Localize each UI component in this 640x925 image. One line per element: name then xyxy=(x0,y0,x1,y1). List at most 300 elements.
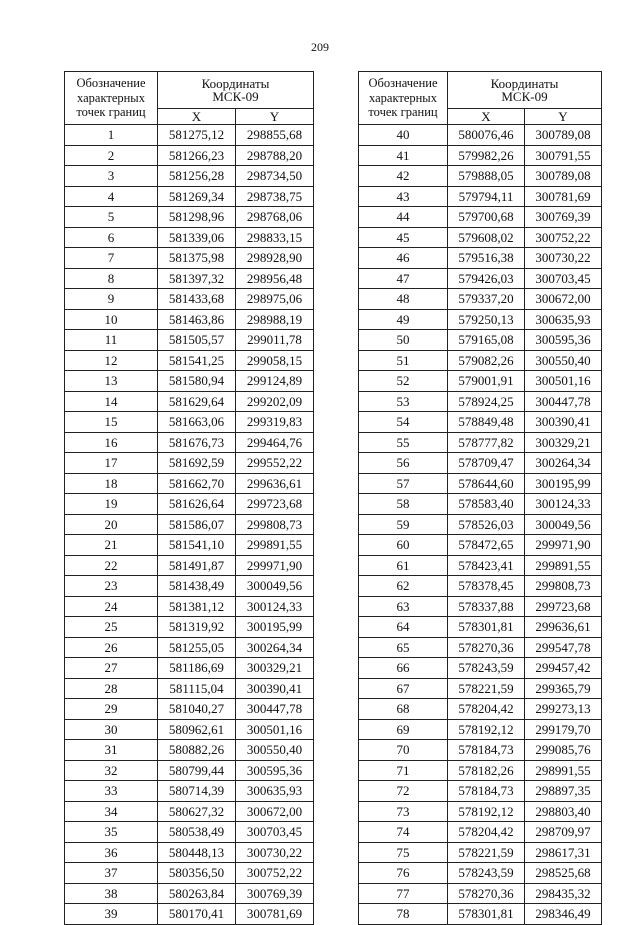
table-row xyxy=(65,514,314,535)
coordinate-x: 578337,88 xyxy=(448,596,525,617)
point-number: 48 xyxy=(359,289,448,310)
coordinate-y: 300049,56 xyxy=(525,514,602,535)
point-number: 12 xyxy=(65,350,158,371)
coordinate-y: 300781,69 xyxy=(236,904,314,925)
coordinate-y: 300703,45 xyxy=(525,268,602,289)
coordinate-y: 298435,32 xyxy=(525,883,602,904)
coordinate-x: 581375,98 xyxy=(158,248,236,269)
table-row xyxy=(65,596,314,617)
coordinate-x: 581255,05 xyxy=(158,637,236,658)
coordinate-x: 581298,96 xyxy=(158,207,236,228)
coordinates-table-right xyxy=(358,71,602,925)
coordinate-x: 578184,73 xyxy=(448,781,525,802)
point-number: 40 xyxy=(359,125,448,146)
point-number: 68 xyxy=(359,699,448,720)
coordinate-x: 578192,12 xyxy=(448,801,525,822)
coordinate-x: 580356,50 xyxy=(158,863,236,884)
coordinate-x: 578221,59 xyxy=(448,842,525,863)
table-row xyxy=(65,678,314,699)
table-row xyxy=(359,760,602,781)
point-number: 2 xyxy=(65,145,158,166)
table-row xyxy=(65,576,314,597)
coordinate-x: 578378,45 xyxy=(448,576,525,597)
coordinate-x: 578243,59 xyxy=(448,658,525,679)
point-number: 64 xyxy=(359,617,448,638)
coordinate-y: 298897,35 xyxy=(525,781,602,802)
point-number: 55 xyxy=(359,432,448,453)
coordinate-y: 298788,20 xyxy=(236,145,314,166)
coordinate-y: 300550,40 xyxy=(236,740,314,761)
table-row xyxy=(65,494,314,515)
coordinate-y: 300730,22 xyxy=(236,842,314,863)
table-row xyxy=(359,391,602,412)
table-row xyxy=(359,330,602,351)
coordinate-y: 300595,36 xyxy=(525,330,602,351)
coordinate-x: 581491,87 xyxy=(158,555,236,576)
table-row xyxy=(65,166,314,187)
table-row xyxy=(359,617,602,638)
coordinate-y: 298991,55 xyxy=(525,760,602,781)
table-row xyxy=(359,186,602,207)
point-number: 75 xyxy=(359,842,448,863)
coordinate-x: 580263,84 xyxy=(158,883,236,904)
coordinate-x: 580962,61 xyxy=(158,719,236,740)
coordinate-x: 580538,49 xyxy=(158,822,236,843)
point-number: 37 xyxy=(65,863,158,884)
point-number: 5 xyxy=(65,207,158,228)
point-number: 17 xyxy=(65,453,158,474)
table-row xyxy=(65,740,314,761)
coordinate-y: 300635,93 xyxy=(525,309,602,330)
coordinate-y: 300550,40 xyxy=(525,350,602,371)
point-number: 11 xyxy=(65,330,158,351)
coordinate-y: 299552,22 xyxy=(236,453,314,474)
table-row xyxy=(65,658,314,679)
table-row xyxy=(359,535,602,556)
coordinate-x: 580627,32 xyxy=(158,801,236,822)
point-number: 23 xyxy=(65,576,158,597)
point-number: 32 xyxy=(65,760,158,781)
coordinate-x: 581438,49 xyxy=(158,576,236,597)
point-number: 4 xyxy=(65,186,158,207)
coordinate-y: 299636,61 xyxy=(525,617,602,638)
point-number: 26 xyxy=(65,637,158,658)
point-number: 54 xyxy=(359,412,448,433)
point-number: 42 xyxy=(359,166,448,187)
coordinate-x: 578709,47 xyxy=(448,453,525,474)
point-number: 63 xyxy=(359,596,448,617)
point-number: 70 xyxy=(359,740,448,761)
table-row xyxy=(65,473,314,494)
point-number: 61 xyxy=(359,555,448,576)
table-row xyxy=(359,412,602,433)
coordinate-y: 298525,68 xyxy=(525,863,602,884)
table-row xyxy=(359,781,602,802)
table-row xyxy=(359,453,602,474)
point-number: 15 xyxy=(65,412,158,433)
coordinate-x: 580448,13 xyxy=(158,842,236,863)
coordinate-y: 300791,55 xyxy=(525,145,602,166)
coordinate-y: 299971,90 xyxy=(525,535,602,556)
table-row xyxy=(65,289,314,310)
point-number: 33 xyxy=(65,781,158,802)
coordinate-x: 581381,12 xyxy=(158,596,236,617)
coordinate-x: 579337,20 xyxy=(448,289,525,310)
point-number: 65 xyxy=(359,637,448,658)
header-point-designation: Обозначение характерных точек границ xyxy=(65,72,158,125)
table-row xyxy=(65,145,314,166)
point-number: 21 xyxy=(65,535,158,556)
table-row xyxy=(65,699,314,720)
table-row xyxy=(359,289,602,310)
coordinate-y: 299971,90 xyxy=(236,555,314,576)
coordinate-y: 298855,68 xyxy=(236,125,314,146)
table-row xyxy=(359,719,602,740)
coordinate-y: 300124,33 xyxy=(525,494,602,515)
point-number: 72 xyxy=(359,781,448,802)
point-number: 60 xyxy=(359,535,448,556)
coordinate-y: 299723,68 xyxy=(236,494,314,515)
point-number: 38 xyxy=(65,883,158,904)
point-number: 24 xyxy=(65,596,158,617)
coordinate-x: 581662,70 xyxy=(158,473,236,494)
coordinate-x: 580170,41 xyxy=(158,904,236,925)
table-row xyxy=(65,268,314,289)
coordinate-x: 581692,59 xyxy=(158,453,236,474)
table-row xyxy=(65,227,314,248)
coordinate-y: 300769,39 xyxy=(236,883,314,904)
table-row xyxy=(65,309,314,330)
point-number: 58 xyxy=(359,494,448,515)
point-number: 9 xyxy=(65,289,158,310)
coordinate-y: 298617,31 xyxy=(525,842,602,863)
point-number: 50 xyxy=(359,330,448,351)
table-row xyxy=(65,883,314,904)
point-number: 39 xyxy=(65,904,158,925)
coordinate-x: 581319,92 xyxy=(158,617,236,638)
coordinate-y: 299891,55 xyxy=(236,535,314,556)
coordinate-x: 578270,36 xyxy=(448,637,525,658)
coordinate-y: 300769,39 xyxy=(525,207,602,228)
coordinate-x: 581186,69 xyxy=(158,658,236,679)
header-x: X xyxy=(158,109,236,125)
table-row xyxy=(65,412,314,433)
header-point-designation: Обозначение характерных точек границ xyxy=(359,72,448,125)
coordinate-x: 578204,42 xyxy=(448,822,525,843)
coordinate-y: 298988,19 xyxy=(236,309,314,330)
table-row xyxy=(65,555,314,576)
coordinate-x: 579888,05 xyxy=(448,166,525,187)
table-row xyxy=(359,822,602,843)
point-number: 22 xyxy=(65,555,158,576)
point-number: 3 xyxy=(65,166,158,187)
coordinate-y: 299365,79 xyxy=(525,678,602,699)
table-row xyxy=(359,863,602,884)
coordinate-x: 578182,26 xyxy=(448,760,525,781)
table-row xyxy=(359,883,602,904)
table-row xyxy=(359,801,602,822)
table-row xyxy=(359,227,602,248)
coordinate-y: 300595,36 xyxy=(236,760,314,781)
point-number: 16 xyxy=(65,432,158,453)
coordinate-y: 300730,22 xyxy=(525,248,602,269)
table-row xyxy=(65,371,314,392)
point-number: 34 xyxy=(65,801,158,822)
point-number: 36 xyxy=(65,842,158,863)
coordinate-y: 299723,68 xyxy=(525,596,602,617)
coordinate-y: 300672,00 xyxy=(525,289,602,310)
coordinate-x: 578924,25 xyxy=(448,391,525,412)
table-row xyxy=(65,248,314,269)
header-coordinates: Координаты МСК-09 xyxy=(158,72,314,109)
coordinate-y: 299547,78 xyxy=(525,637,602,658)
point-number: 67 xyxy=(359,678,448,699)
table-row xyxy=(65,801,314,822)
point-number: 53 xyxy=(359,391,448,412)
point-number: 6 xyxy=(65,227,158,248)
coordinate-y: 300329,21 xyxy=(236,658,314,679)
coordinate-x: 580799,44 xyxy=(158,760,236,781)
point-number: 77 xyxy=(359,883,448,904)
table-row xyxy=(359,473,602,494)
point-number: 45 xyxy=(359,227,448,248)
point-number: 76 xyxy=(359,863,448,884)
coordinate-x: 578472,65 xyxy=(448,535,525,556)
table-row xyxy=(359,207,602,228)
point-number: 19 xyxy=(65,494,158,515)
coordinate-y: 298928,90 xyxy=(236,248,314,269)
table-row xyxy=(359,248,602,269)
coordinate-x: 579001,91 xyxy=(448,371,525,392)
table-row xyxy=(359,576,602,597)
coordinate-y: 299058,15 xyxy=(236,350,314,371)
coordinate-x: 581663,06 xyxy=(158,412,236,433)
coordinate-x: 578644,60 xyxy=(448,473,525,494)
coordinate-x: 581580,94 xyxy=(158,371,236,392)
table-row xyxy=(65,330,314,351)
table-row xyxy=(359,637,602,658)
coordinate-y: 299319,83 xyxy=(236,412,314,433)
coordinate-x: 581115,04 xyxy=(158,678,236,699)
point-number: 35 xyxy=(65,822,158,843)
coordinate-x: 579426,03 xyxy=(448,268,525,289)
coordinate-x: 578301,81 xyxy=(448,617,525,638)
point-number: 78 xyxy=(359,904,448,925)
point-number: 8 xyxy=(65,268,158,289)
coordinate-x: 578184,73 xyxy=(448,740,525,761)
point-number: 47 xyxy=(359,268,448,289)
point-number: 25 xyxy=(65,617,158,638)
table-row xyxy=(65,760,314,781)
coordinate-y: 300447,78 xyxy=(525,391,602,412)
coordinate-x: 581397,32 xyxy=(158,268,236,289)
coordinate-x: 581676,73 xyxy=(158,432,236,453)
point-number: 46 xyxy=(359,248,448,269)
coordinate-y: 300329,21 xyxy=(525,432,602,453)
point-number: 27 xyxy=(65,658,158,679)
coordinate-x: 579165,08 xyxy=(448,330,525,351)
coordinate-x: 581629,64 xyxy=(158,391,236,412)
coordinate-x: 578777,82 xyxy=(448,432,525,453)
table-row xyxy=(359,309,602,330)
point-number: 49 xyxy=(359,309,448,330)
coordinate-x: 578204,42 xyxy=(448,699,525,720)
header-coordinates: Координаты МСК-09 xyxy=(448,72,602,109)
coordinate-y: 300049,56 xyxy=(236,576,314,597)
point-number: 28 xyxy=(65,678,158,699)
point-number: 73 xyxy=(359,801,448,822)
coordinate-y: 298803,40 xyxy=(525,801,602,822)
table-row xyxy=(359,494,602,515)
coordinate-x: 581586,07 xyxy=(158,514,236,535)
table-row xyxy=(65,432,314,453)
coordinate-y: 299124,89 xyxy=(236,371,314,392)
table-row xyxy=(359,268,602,289)
point-number: 30 xyxy=(65,719,158,740)
coordinate-x: 579982,26 xyxy=(448,145,525,166)
coordinate-y: 299179,70 xyxy=(525,719,602,740)
coordinate-y: 299808,73 xyxy=(236,514,314,535)
coordinate-y: 300752,22 xyxy=(236,863,314,884)
coordinate-y: 299457,42 xyxy=(525,658,602,679)
coordinate-y: 300672,00 xyxy=(236,801,314,822)
coordinate-y: 299273,13 xyxy=(525,699,602,720)
coordinate-y: 298709,97 xyxy=(525,822,602,843)
point-number: 1 xyxy=(65,125,158,146)
coordinate-y: 298738,75 xyxy=(236,186,314,207)
point-number: 7 xyxy=(65,248,158,269)
coordinate-y: 299202,09 xyxy=(236,391,314,412)
coordinate-x: 581339,06 xyxy=(158,227,236,248)
coordinate-y: 300447,78 xyxy=(236,699,314,720)
point-number: 71 xyxy=(359,760,448,781)
coordinate-y: 300752,22 xyxy=(525,227,602,248)
table-row xyxy=(359,125,602,146)
coordinate-x: 578583,40 xyxy=(448,494,525,515)
coordinate-x: 578849,48 xyxy=(448,412,525,433)
table-row xyxy=(65,350,314,371)
table-row xyxy=(65,822,314,843)
coordinate-x: 579250,13 xyxy=(448,309,525,330)
coordinate-y: 298975,06 xyxy=(236,289,314,310)
coordinate-x: 578243,59 xyxy=(448,863,525,884)
coordinate-y: 300635,93 xyxy=(236,781,314,802)
point-number: 18 xyxy=(65,473,158,494)
point-number: 74 xyxy=(359,822,448,843)
coordinate-y: 298768,06 xyxy=(236,207,314,228)
coordinate-x: 581269,34 xyxy=(158,186,236,207)
coordinate-y: 298956,48 xyxy=(236,268,314,289)
point-number: 56 xyxy=(359,453,448,474)
point-number: 29 xyxy=(65,699,158,720)
coordinate-x: 578526,03 xyxy=(448,514,525,535)
coordinate-x: 578192,12 xyxy=(448,719,525,740)
coordinate-x: 581040,27 xyxy=(158,699,236,720)
point-number: 31 xyxy=(65,740,158,761)
table-row xyxy=(359,555,602,576)
coordinate-x: 581463,86 xyxy=(158,309,236,330)
coordinate-x: 579082,26 xyxy=(448,350,525,371)
table-row xyxy=(359,166,602,187)
coordinate-y: 299891,55 xyxy=(525,555,602,576)
coordinate-y: 300264,34 xyxy=(236,637,314,658)
coordinate-x: 578423,41 xyxy=(448,555,525,576)
coordinate-x: 579794,11 xyxy=(448,186,525,207)
table-row xyxy=(65,125,314,146)
coordinate-x: 579700,68 xyxy=(448,207,525,228)
point-number: 52 xyxy=(359,371,448,392)
coordinate-x: 580714,39 xyxy=(158,781,236,802)
table-row xyxy=(65,863,314,884)
coordinate-x: 578301,81 xyxy=(448,904,525,925)
coordinate-x: 581541,25 xyxy=(158,350,236,371)
table-row xyxy=(65,186,314,207)
coordinate-y: 300195,99 xyxy=(236,617,314,638)
coordinate-y: 298346,49 xyxy=(525,904,602,925)
table-row xyxy=(359,514,602,535)
coordinate-y: 300501,16 xyxy=(525,371,602,392)
table-row xyxy=(359,740,602,761)
header-x: X xyxy=(448,109,525,125)
coordinate-y: 300195,99 xyxy=(525,473,602,494)
header-y: Y xyxy=(525,109,602,125)
header-y: Y xyxy=(236,109,314,125)
table-row xyxy=(359,596,602,617)
point-number: 41 xyxy=(359,145,448,166)
coordinate-x: 578221,59 xyxy=(448,678,525,699)
point-number: 62 xyxy=(359,576,448,597)
coordinate-x: 581275,12 xyxy=(158,125,236,146)
point-number: 51 xyxy=(359,350,448,371)
table-row xyxy=(65,535,314,556)
coordinate-x: 581433,68 xyxy=(158,289,236,310)
page-number: 209 xyxy=(311,40,329,54)
coordinate-y: 300390,41 xyxy=(525,412,602,433)
coordinate-y: 300124,33 xyxy=(236,596,314,617)
coordinate-x: 581505,57 xyxy=(158,330,236,351)
table-row xyxy=(65,453,314,474)
coordinate-y: 299636,61 xyxy=(236,473,314,494)
point-number: 59 xyxy=(359,514,448,535)
coordinate-x: 581266,23 xyxy=(158,145,236,166)
coordinate-x: 580076,46 xyxy=(448,125,525,146)
coordinate-x: 579608,02 xyxy=(448,227,525,248)
point-number: 69 xyxy=(359,719,448,740)
table-row xyxy=(65,781,314,802)
coordinate-y: 299464,76 xyxy=(236,432,314,453)
point-number: 44 xyxy=(359,207,448,228)
point-number: 66 xyxy=(359,658,448,679)
coordinate-y: 299011,78 xyxy=(236,330,314,351)
point-number: 13 xyxy=(65,371,158,392)
coordinate-y: 298734,50 xyxy=(236,166,314,187)
coordinate-y: 300703,45 xyxy=(236,822,314,843)
coordinate-x: 581256,28 xyxy=(158,166,236,187)
coordinate-y: 300781,69 xyxy=(525,186,602,207)
table-row xyxy=(359,699,602,720)
point-number: 43 xyxy=(359,186,448,207)
point-number: 10 xyxy=(65,309,158,330)
table-row xyxy=(65,842,314,863)
coordinate-y: 298833,15 xyxy=(236,227,314,248)
point-number: 57 xyxy=(359,473,448,494)
table-row xyxy=(359,432,602,453)
coordinate-x: 578270,36 xyxy=(448,883,525,904)
point-number: 14 xyxy=(65,391,158,412)
table-row xyxy=(65,207,314,228)
coordinate-x: 581626,64 xyxy=(158,494,236,515)
coordinate-y: 299808,73 xyxy=(525,576,602,597)
